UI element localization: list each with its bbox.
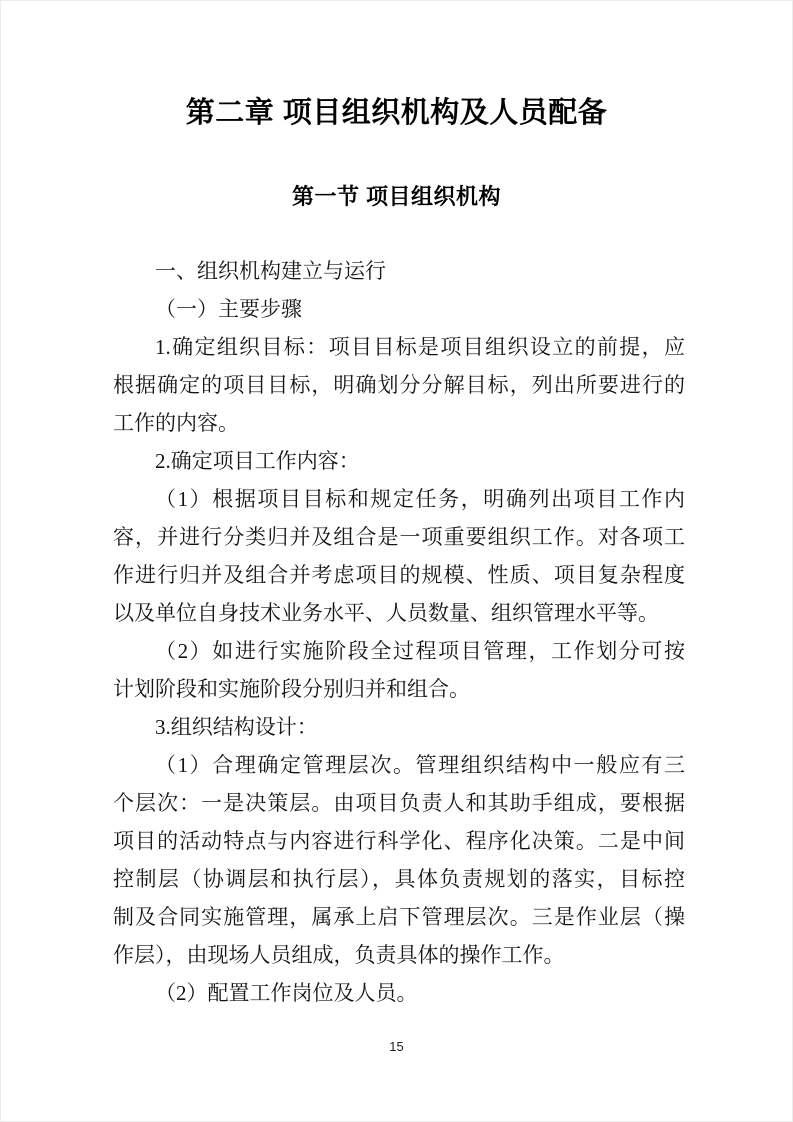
text-line: 作进行归并及组合并考虑项目的规模、性质、项目复杂程度 (113, 563, 685, 587)
text-line: 根据确定的项目目标，明确划分分解目标，列出所要进行的 (113, 373, 685, 397)
text-line: 计划阶段和实施阶段分别归并和组合。 (113, 677, 470, 701)
document-body (113, 252, 685, 1012)
paragraph (113, 746, 685, 974)
paragraph (113, 442, 685, 480)
text-line: （一）主要步骤 (155, 297, 302, 321)
paragraph (113, 252, 685, 290)
paragraph (113, 974, 685, 1012)
text-line: （1）合理确定管理层次。管理组织结构中一般应有三 (155, 753, 685, 777)
section-title: 第一节 项目组织机构 (291, 184, 502, 209)
text-line: 控制层（协调层和执行层），具体负责规划的落实，目标控 (113, 867, 685, 891)
text-line: 以及单位自身技术业务水平、人员数量、组织管理水平等。 (113, 601, 659, 625)
text-line: 一、组织机构建立与运行 (155, 259, 386, 283)
paragraph (113, 290, 685, 328)
paragraph (113, 328, 685, 442)
text-line: 容，并进行分类归并及组合是一项重要组织工作。对各项工 (113, 525, 685, 549)
text-line: 2.确定项目工作内容： (155, 449, 360, 473)
text-line: 作层），由现场人员组成，负责具体的操作工作。 (113, 943, 565, 967)
text-line: 项目的活动特点与内容进行科学化、程序化决策。二是中间 (113, 829, 685, 853)
text-line: 工作的内容。 (113, 411, 239, 435)
text-line: （2）配置工作岗位及人员。 (155, 981, 418, 1005)
chapter-title: 第二章 项目组织机构及人员配备 (185, 97, 608, 129)
text-line: 1.确定组织目标：项目目标是项目组织设立的前提，应 (155, 335, 685, 359)
text-line: （1）根据项目目标和规定任务，明确列出项目工作内 (155, 487, 685, 511)
page-number: 15 (389, 1039, 404, 1054)
paragraph (113, 632, 685, 708)
paragraph (113, 708, 685, 746)
paragraph (113, 480, 685, 632)
text-line: （2）如进行实施阶段全过程项目管理，工作划分可按 (155, 639, 685, 663)
text-line: 3.组织结构设计： (155, 715, 318, 739)
text-line: 个层次：一是决策层。由项目负责人和其助手组成，要根据 (113, 791, 685, 815)
text-line: 制及合同实施管理，属承上启下管理层次。三是作业层（操 (113, 905, 685, 929)
